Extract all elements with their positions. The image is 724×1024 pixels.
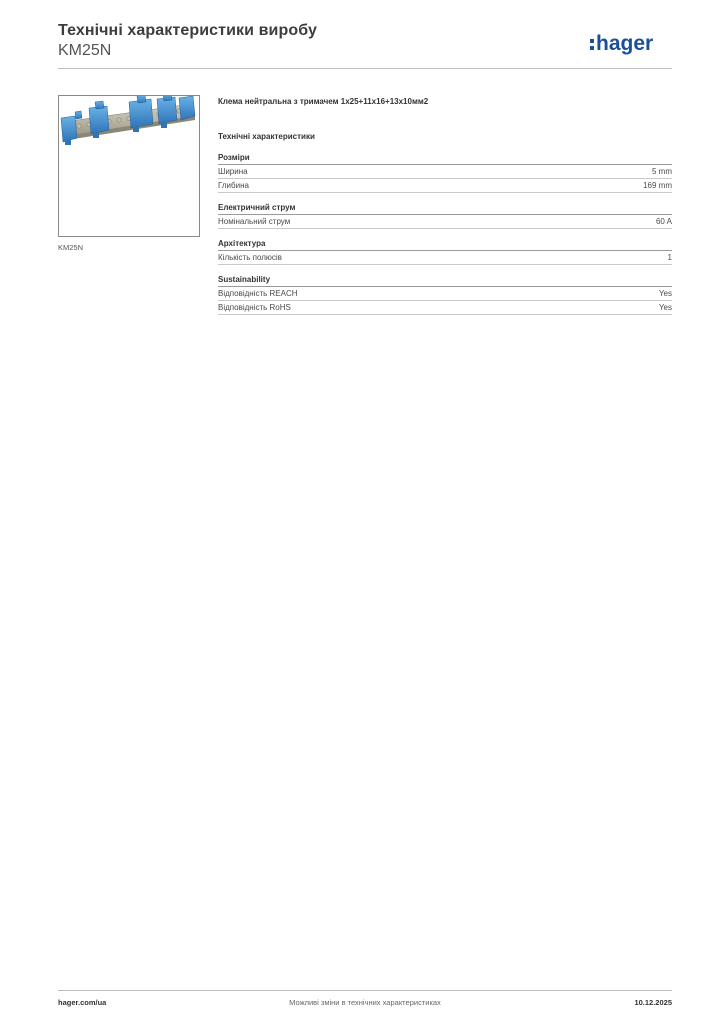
spec-value: 5 mm (652, 167, 672, 176)
spec-row-rated-current (218, 215, 672, 229)
page-header (58, 22, 672, 60)
spec-group-dimensions (218, 152, 672, 193)
spec-label: Номінальний струм (218, 217, 291, 226)
spec-heading: Технічні характеристики (218, 132, 315, 141)
spec-label: Ширина (218, 167, 248, 176)
spec-label: Кількість полюсів (218, 253, 282, 262)
spec-label: Відповідність RoHS (218, 303, 291, 312)
spec-group-architecture (218, 238, 672, 265)
page-title: Технічні характеристики виробу (58, 22, 317, 39)
product-code: KM25N (58, 42, 112, 59)
spec-group-title: Архітектура (218, 238, 672, 251)
spec-group-title: Sustainability (218, 274, 672, 287)
spec-label: Відповідність REACH (218, 289, 298, 298)
spec-group-title: Розміри (218, 152, 672, 165)
spec-value: Yes (658, 289, 672, 298)
spec-group-sustainability (218, 274, 672, 315)
footer-divider (58, 990, 672, 991)
hager-logo (590, 28, 672, 58)
spec-row-reach (218, 287, 672, 301)
spec-value: 60 A (655, 217, 672, 226)
image-caption: KM25N (58, 243, 84, 252)
spec-row-rohs (218, 301, 672, 315)
header-divider (58, 68, 672, 69)
product-image (58, 95, 200, 237)
spec-content (218, 96, 672, 315)
spec-row-poles (218, 251, 672, 265)
spec-group-electrical (218, 202, 672, 229)
footer-disclaimer: Можливі зміни в технічних характеристиках (289, 998, 441, 1007)
spec-group-title: Електричний струм (218, 202, 672, 215)
footer-date: 10.12.2025 (634, 998, 672, 1007)
spec-row-depth (218, 179, 672, 193)
terminal-block-illustration (59, 96, 199, 236)
logo-text: hager (596, 32, 654, 55)
spec-label: Глибина (218, 181, 249, 190)
product-name: Клема нейтральна з тримачем 1х25+11х16+13х10мм2 (218, 97, 429, 106)
footer-website-link[interactable]: hager.com/ua (58, 998, 107, 1007)
spec-row-width (218, 165, 672, 179)
spec-value: 169 mm (643, 181, 672, 190)
spec-value: Yes (658, 303, 672, 312)
spec-value: 1 (667, 253, 672, 262)
